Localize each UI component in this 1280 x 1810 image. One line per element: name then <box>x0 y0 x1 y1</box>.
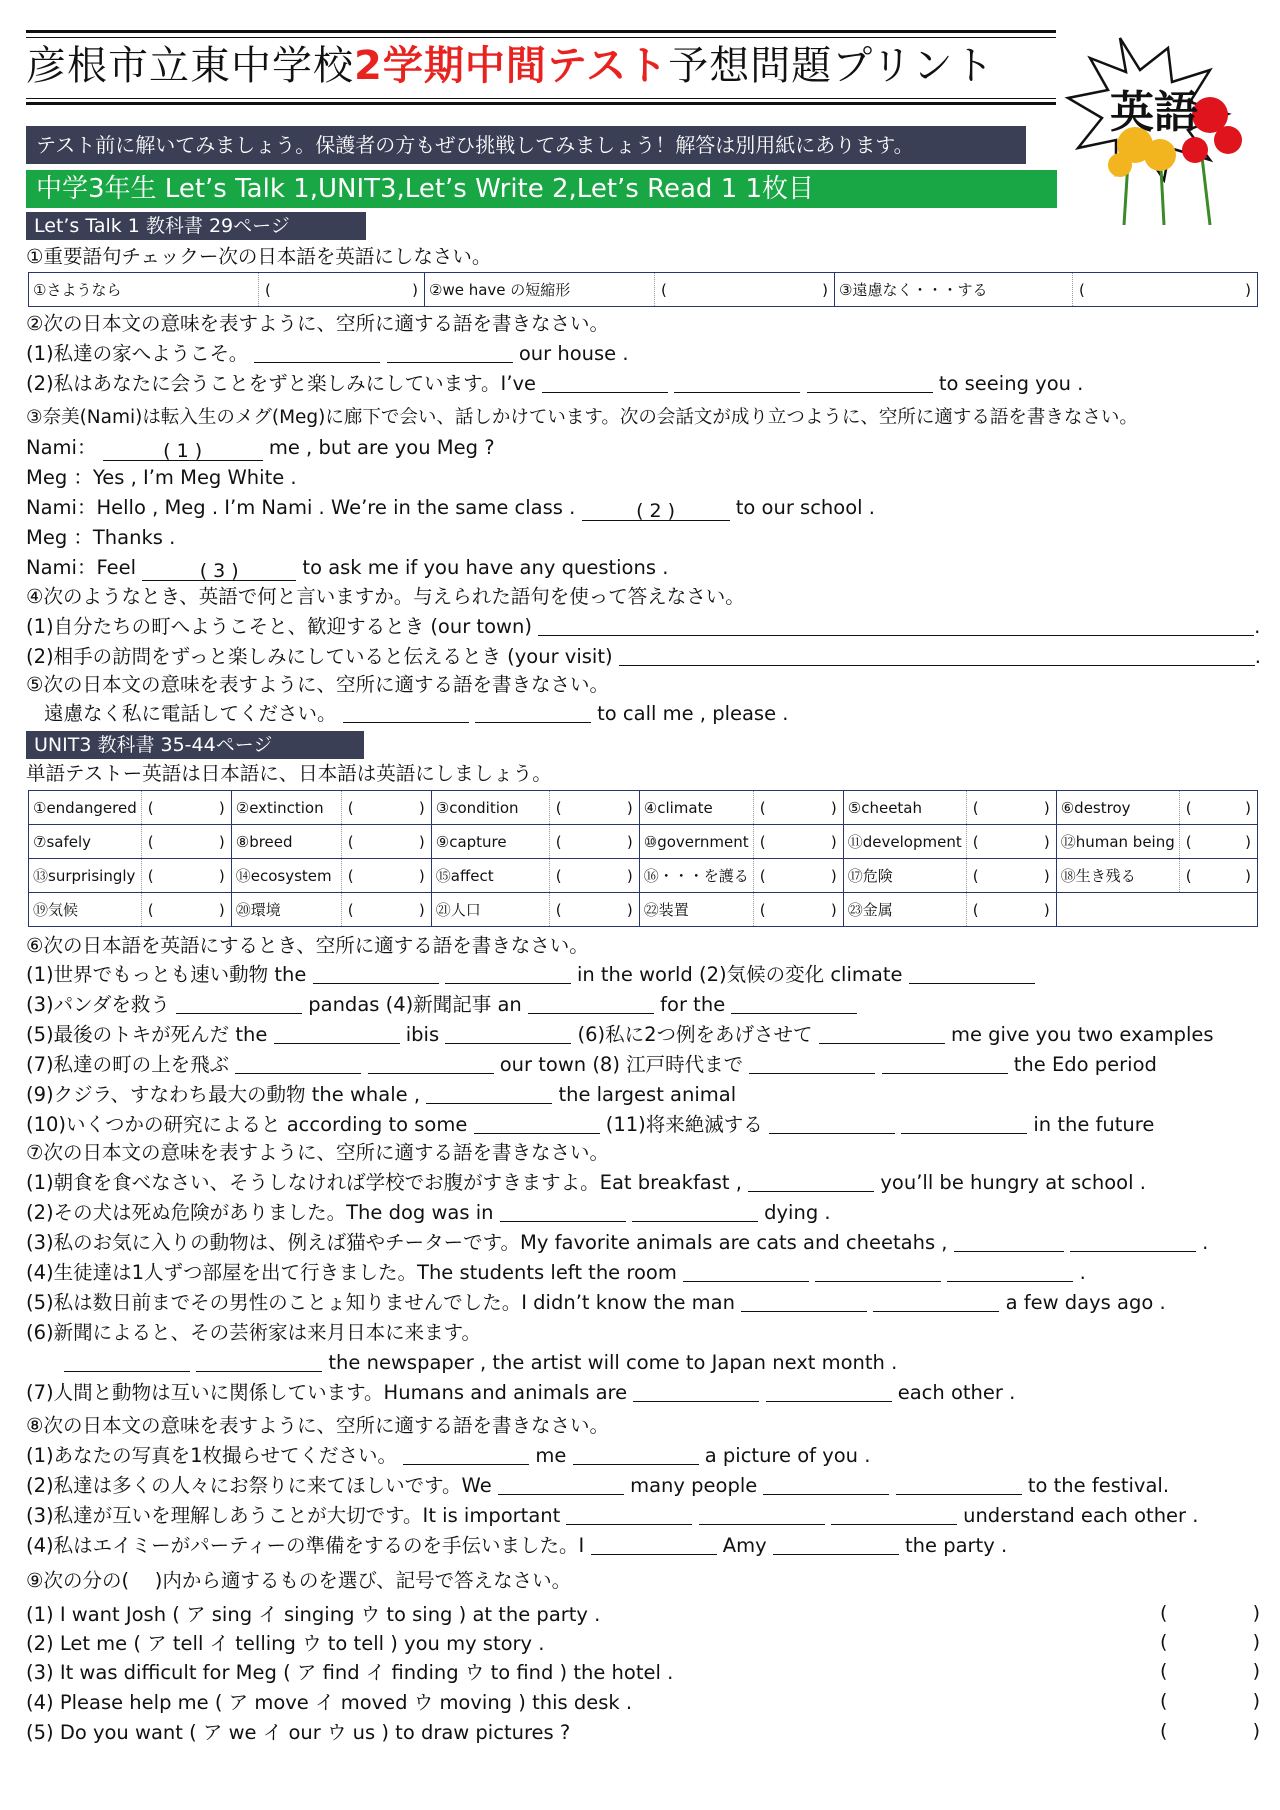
q2-line-2: (2)私はあなたに会うことをずと楽しみにしています。I’ve to seeing you . <box>26 372 1084 395</box>
q6-line-3: (5)最後のトキが死んだ the ibis (6)私に2つ例をあげさせて me give you two examples <box>26 1023 1214 1046</box>
blank[interactable] <box>235 1054 361 1074</box>
blank[interactable] <box>573 1445 699 1465</box>
q8-line-2: (2)私達は多くの人々にお祭りに来てほしいです。We many people to the festival. <box>26 1474 1170 1497</box>
blank[interactable] <box>896 1475 1022 1495</box>
subject-label: 英語 <box>1110 87 1198 138</box>
vocab-term: ⑫human being <box>1056 825 1179 859</box>
blank[interactable] <box>748 1172 874 1192</box>
vocab-term: ㉒装置 <box>639 893 753 927</box>
q7-prompt: ⑦次の日本文の意味を表すように、空所に適する語を書きなさい。 <box>26 1141 609 1164</box>
q6-line-1: (1)世界でもっとも速い動物 the in the world (2)気候の変化 climate <box>26 962 1035 988</box>
q6-line-5: (9)クジラ、すなわち最大の動物 the whale , the largest animal <box>26 1083 737 1106</box>
section-header-unit3: UNIT3 教科書 35-44ページ <box>26 731 364 759</box>
blank[interactable] <box>542 373 668 393</box>
title-rule-2 <box>26 102 1056 105</box>
blank[interactable] <box>632 1202 758 1222</box>
blank[interactable] <box>815 1262 941 1282</box>
answer-line[interactable] <box>619 646 1255 666</box>
page-title: 彦根市立東中学校2学期中間テスト予想問題プリント <box>26 43 995 89</box>
q5-line-1: 遠慮なく私に電話してください。 to call me , please . <box>44 702 789 725</box>
blank[interactable] <box>947 1262 1073 1282</box>
blank[interactable] <box>498 1475 624 1495</box>
q6-line-6: (10)いくつかの研究によると according to some (11)将来絶滅する in the future <box>26 1113 1155 1136</box>
blank[interactable] <box>873 1292 999 1312</box>
blank-3[interactable]: ( 3 ) <box>142 561 296 581</box>
q3-line-5: Nami：Feel ( 3 ) to ask me if you have any questions . <box>26 556 669 582</box>
q3-prompt: ③奈美(Nami)は転入生のメグ(Meg)に廊下で会い、話しかけています。次の会話文が成り立つように、空所に適する語を書きなさい。 <box>26 407 1138 428</box>
unit-bar: 中学3年生 Let’s Talk 1,UNIT3,Let’s Write 2,Let’s Read 1 1枚目 <box>26 170 1057 208</box>
blank[interactable] <box>683 1262 809 1282</box>
q3-line-3: Nami：Hello , Meg . I’m Nami . We’re in the same class . ( 2 ) to our school . <box>26 496 875 522</box>
blank[interactable] <box>196 1352 322 1372</box>
blank[interactable] <box>254 343 380 363</box>
vocab-prompt: 単語テストー英語は日本語に、日本語は英語にしましょう。 <box>26 762 552 785</box>
q9-item: (5) Do you want ( ア we イ our ウ us ) to draw pictures ? <box>26 1721 571 1744</box>
blank[interactable] <box>426 1084 552 1104</box>
vocab-term: ⑲気候 <box>29 893 142 927</box>
blank[interactable] <box>403 1445 529 1465</box>
title-rule-1 <box>26 98 1056 99</box>
q1-item-1: ①さようなら <box>29 273 259 307</box>
blank[interactable] <box>528 994 654 1014</box>
q2-line-1: (1)私達の家へようこそ。 our house . <box>26 342 629 365</box>
q7-line-5: (5)私は数日前までその男性のことょ知りませんでした。I didn’t know the man a few days ago . <box>26 1291 1166 1314</box>
vocab-answer[interactable]: ( ) <box>549 893 639 927</box>
q1-answer-1[interactable]: ( ) <box>259 273 425 307</box>
vocab-term: ⑪development <box>843 825 966 859</box>
q3-line-1: Nami： ( 1 ) me , but are you Meg ? <box>26 436 495 462</box>
q3-line-4: Meg ：Thanks . <box>26 526 176 549</box>
blank[interactable] <box>731 994 857 1014</box>
vocab-answer[interactable]: ( ) <box>141 791 231 825</box>
blank[interactable] <box>1070 1232 1196 1252</box>
vocab-row <box>29 893 1258 927</box>
blank[interactable] <box>566 1505 692 1525</box>
vocab-term: ㉑人口 <box>431 893 549 927</box>
blank[interactable] <box>343 703 469 723</box>
blank[interactable] <box>749 1054 875 1074</box>
vocab-empty-cell <box>1056 893 1257 927</box>
blank[interactable] <box>699 1505 825 1525</box>
vocab-row <box>29 825 1258 859</box>
q9-answer[interactable]: ( ) <box>1160 1720 1260 1742</box>
vocab-answer[interactable]: ( ) <box>549 791 639 825</box>
vocab-term: ⑭ecosystem <box>231 859 341 893</box>
q1-answer-3[interactable]: ( ) <box>1073 273 1258 307</box>
q6-line-4: (7)私達の町の上を飛ぶ our town (8) 江戸時代まで the Edo period <box>26 1053 1157 1076</box>
vocab-answer[interactable]: ( ) <box>341 859 431 893</box>
intro-bar: テスト前に解いてみましょう。保護者の方もぜひ挑戦してみましょう！解答は別用紙にあります。 <box>26 126 1026 164</box>
vocab-term: ④climate <box>639 791 753 825</box>
q6-line-2: (3)パンダを救う pandas (4)新聞記事 an for the <box>26 992 857 1018</box>
q7-line-4: (4)生徒達は1人ずつ部屋を出て行きました。The students left the room . <box>26 1261 1086 1284</box>
blank[interactable] <box>313 964 439 984</box>
vocab-row <box>29 859 1258 893</box>
q1-prompt: ①重要語句チェックー次の日本語を英語にしなさい。 <box>26 245 492 268</box>
blank[interactable] <box>591 1535 717 1555</box>
q6-prompt: ⑥次の日本語を英語にするとき、空所に適する語を書きなさい。 <box>26 934 589 957</box>
q8-line-4: (4)私はエイミーがパーティーの準備をするのを手伝いました。I Amy the party . <box>26 1534 1008 1557</box>
vocab-answer[interactable]: ( ) <box>966 859 1056 893</box>
blank[interactable] <box>368 1054 494 1074</box>
vocab-term: ⑳環境 <box>231 893 341 927</box>
blank[interactable] <box>807 373 933 393</box>
blank[interactable] <box>475 703 591 723</box>
q9-item: (1) I want Josh ( ア sing イ singing ウ to sing ) at the party . <box>26 1603 601 1626</box>
blank[interactable] <box>901 1114 1027 1134</box>
q8-line-1: (1)あなたの写真を1枚撮らせてください。 me a picture of you . <box>26 1444 871 1467</box>
q7-line-2: (2)その犬は死ぬ危険がありました。The dog was in dying . <box>26 1201 831 1224</box>
vocab-answer[interactable]: ( ) <box>549 825 639 859</box>
blank[interactable] <box>831 1505 957 1525</box>
q9-answer[interactable]: ( ) <box>1160 1660 1260 1682</box>
blank[interactable] <box>766 1382 892 1402</box>
q7-line-6: (6)新聞によると、その芸術家は来月日本に来ます。 <box>26 1321 482 1344</box>
vocab-term: ⑰危険 <box>843 859 966 893</box>
vocab-term: ②extinction <box>231 791 341 825</box>
q8-line-3: (3)私達が互いを理解しあうことが大切です。It is important understand each other . <box>26 1504 1199 1527</box>
vocab-term: ⑤cheetah <box>843 791 966 825</box>
blank[interactable] <box>387 343 513 363</box>
blank[interactable] <box>274 1024 400 1044</box>
q9-answer[interactable]: ( ) <box>1160 1631 1260 1653</box>
vocab-answer[interactable]: ( ) <box>1179 791 1257 825</box>
vocab-term: ①endangered <box>29 791 142 825</box>
q7-line-7: (7)人間と動物は互いに関係しています。Humans and animals are each other . <box>26 1381 1016 1404</box>
vocab-answer[interactable]: ( ) <box>753 791 843 825</box>
q9-item: (3) It was difficult for Meg ( ア find イ finding ウ to find ) the hotel . <box>26 1661 674 1684</box>
blank[interactable] <box>633 1382 759 1402</box>
blank[interactable] <box>763 1475 889 1495</box>
subject-badge <box>1060 30 1260 234</box>
vocab-term: ⑦safely <box>29 825 142 859</box>
vocab-answer[interactable]: ( ) <box>1179 825 1257 859</box>
q1-item-3: ③遠慮なく・・・する <box>835 273 1073 307</box>
q9-prompt: ⑨次の分の( )内から適するものを選び、記号で答えなさい。 <box>26 1569 572 1592</box>
vocab-term: ⑥destroy <box>1056 791 1179 825</box>
q4-prompt: ④次のようなとき、英語で何と言いますか。与えられた語句を使って答えなさい。 <box>26 585 745 608</box>
vocab-answer[interactable]: ( ) <box>341 791 431 825</box>
q9-item: (4) Please help me ( ア move イ moved ウ moving ) this desk . <box>26 1691 633 1714</box>
vocab-term: ㉓金属 <box>843 893 966 927</box>
blank[interactable] <box>909 964 1035 984</box>
vocab-answer[interactable]: ( ) <box>966 791 1056 825</box>
q9-answer[interactable]: ( ) <box>1160 1602 1260 1624</box>
q5-prompt: ⑤次の日本文の意味を表すように、空所に適する語を書きなさい。 <box>26 673 609 696</box>
vocab-answer[interactable]: ( ) <box>141 893 231 927</box>
blank[interactable] <box>769 1114 895 1134</box>
top-rule-1 <box>26 30 1056 33</box>
blank[interactable] <box>445 1024 571 1044</box>
q7-line-1: (1)朝食を食べなさい、そうしなければ学校でお腹がすきますよ。Eat breakfast , you’ll be hungry at school . <box>26 1171 1146 1194</box>
blank[interactable] <box>64 1352 190 1372</box>
q1-table <box>28 272 1258 307</box>
vocab-answer[interactable]: ( ) <box>753 825 843 859</box>
blank[interactable] <box>741 1292 867 1312</box>
q9-item: (2) Let me ( ア tell イ telling ウ to tell ) you my story . <box>26 1632 545 1655</box>
vocab-table <box>28 790 1258 927</box>
blank[interactable] <box>445 964 571 984</box>
vocab-answer[interactable]: ( ) <box>141 825 231 859</box>
vocab-row <box>29 791 1258 825</box>
vocab-answer[interactable]: ( ) <box>1179 859 1257 893</box>
q7-line-3: (3)私のお気に入りの動物は、例えば猫やチーターです。My favorite animals are cats and cheetahs , . <box>26 1231 1209 1254</box>
blank-1[interactable]: ( 1 ) <box>103 441 263 461</box>
q4-line-1: (1)自分たちの町へようこそと、歓迎するとき (our town) . <box>26 615 1261 638</box>
blank[interactable] <box>773 1535 899 1555</box>
vocab-term: ⑬surprisingly <box>29 859 142 893</box>
vocab-term: ⑱生き残る <box>1056 859 1179 893</box>
q8-prompt: ⑧次の日本文の意味を表すように、空所に適する語を書きなさい。 <box>26 1414 609 1437</box>
vocab-term: ③condition <box>431 791 549 825</box>
vocab-answer[interactable]: ( ) <box>966 893 1056 927</box>
vocab-term: ⑧breed <box>231 825 341 859</box>
vocab-answer[interactable]: ( ) <box>341 825 431 859</box>
blank-2[interactable]: ( 2 ) <box>582 501 730 521</box>
vocab-term: ⑩government <box>639 825 753 859</box>
vocab-term: ⑯・・・を護る <box>639 859 753 893</box>
vocab-answer[interactable]: ( ) <box>549 859 639 893</box>
top-rule-2 <box>26 37 1056 38</box>
vocab-answer[interactable]: ( ) <box>341 893 431 927</box>
answer-line[interactable] <box>538 616 1254 636</box>
blank[interactable] <box>500 1202 626 1222</box>
q3-line-2: Meg ：Yes , I’m Meg White . <box>26 466 297 489</box>
q1-answer-2[interactable]: ( ) <box>655 273 835 307</box>
blank[interactable] <box>674 373 800 393</box>
blank[interactable] <box>176 994 302 1014</box>
vocab-answer[interactable]: ( ) <box>753 893 843 927</box>
blank[interactable] <box>474 1114 600 1134</box>
vocab-answer[interactable]: ( ) <box>141 859 231 893</box>
q7-line-6b: the newspaper , the artist will come to Japan next month . <box>64 1350 897 1376</box>
blank[interactable] <box>954 1232 1064 1252</box>
vocab-term: ⑨capture <box>431 825 549 859</box>
vocab-answer[interactable]: ( ) <box>966 825 1056 859</box>
blank[interactable] <box>882 1054 1008 1074</box>
blank[interactable] <box>819 1024 945 1044</box>
q9-answer[interactable]: ( ) <box>1160 1690 1260 1712</box>
section-header-lt1: Let’s Talk 1 教科書 29ページ <box>26 212 366 240</box>
vocab-answer[interactable]: ( ) <box>753 859 843 893</box>
q1-item-2: ②we have の短縮形 <box>425 273 655 307</box>
vocab-term: ⑮affect <box>431 859 549 893</box>
q2-prompt: ②次の日本文の意味を表すように、空所に適する語を書きなさい。 <box>26 312 609 335</box>
q4-line-2: (2)相手の訪問をずっと楽しみにしていると伝えるとき (your visit) . <box>26 645 1261 668</box>
